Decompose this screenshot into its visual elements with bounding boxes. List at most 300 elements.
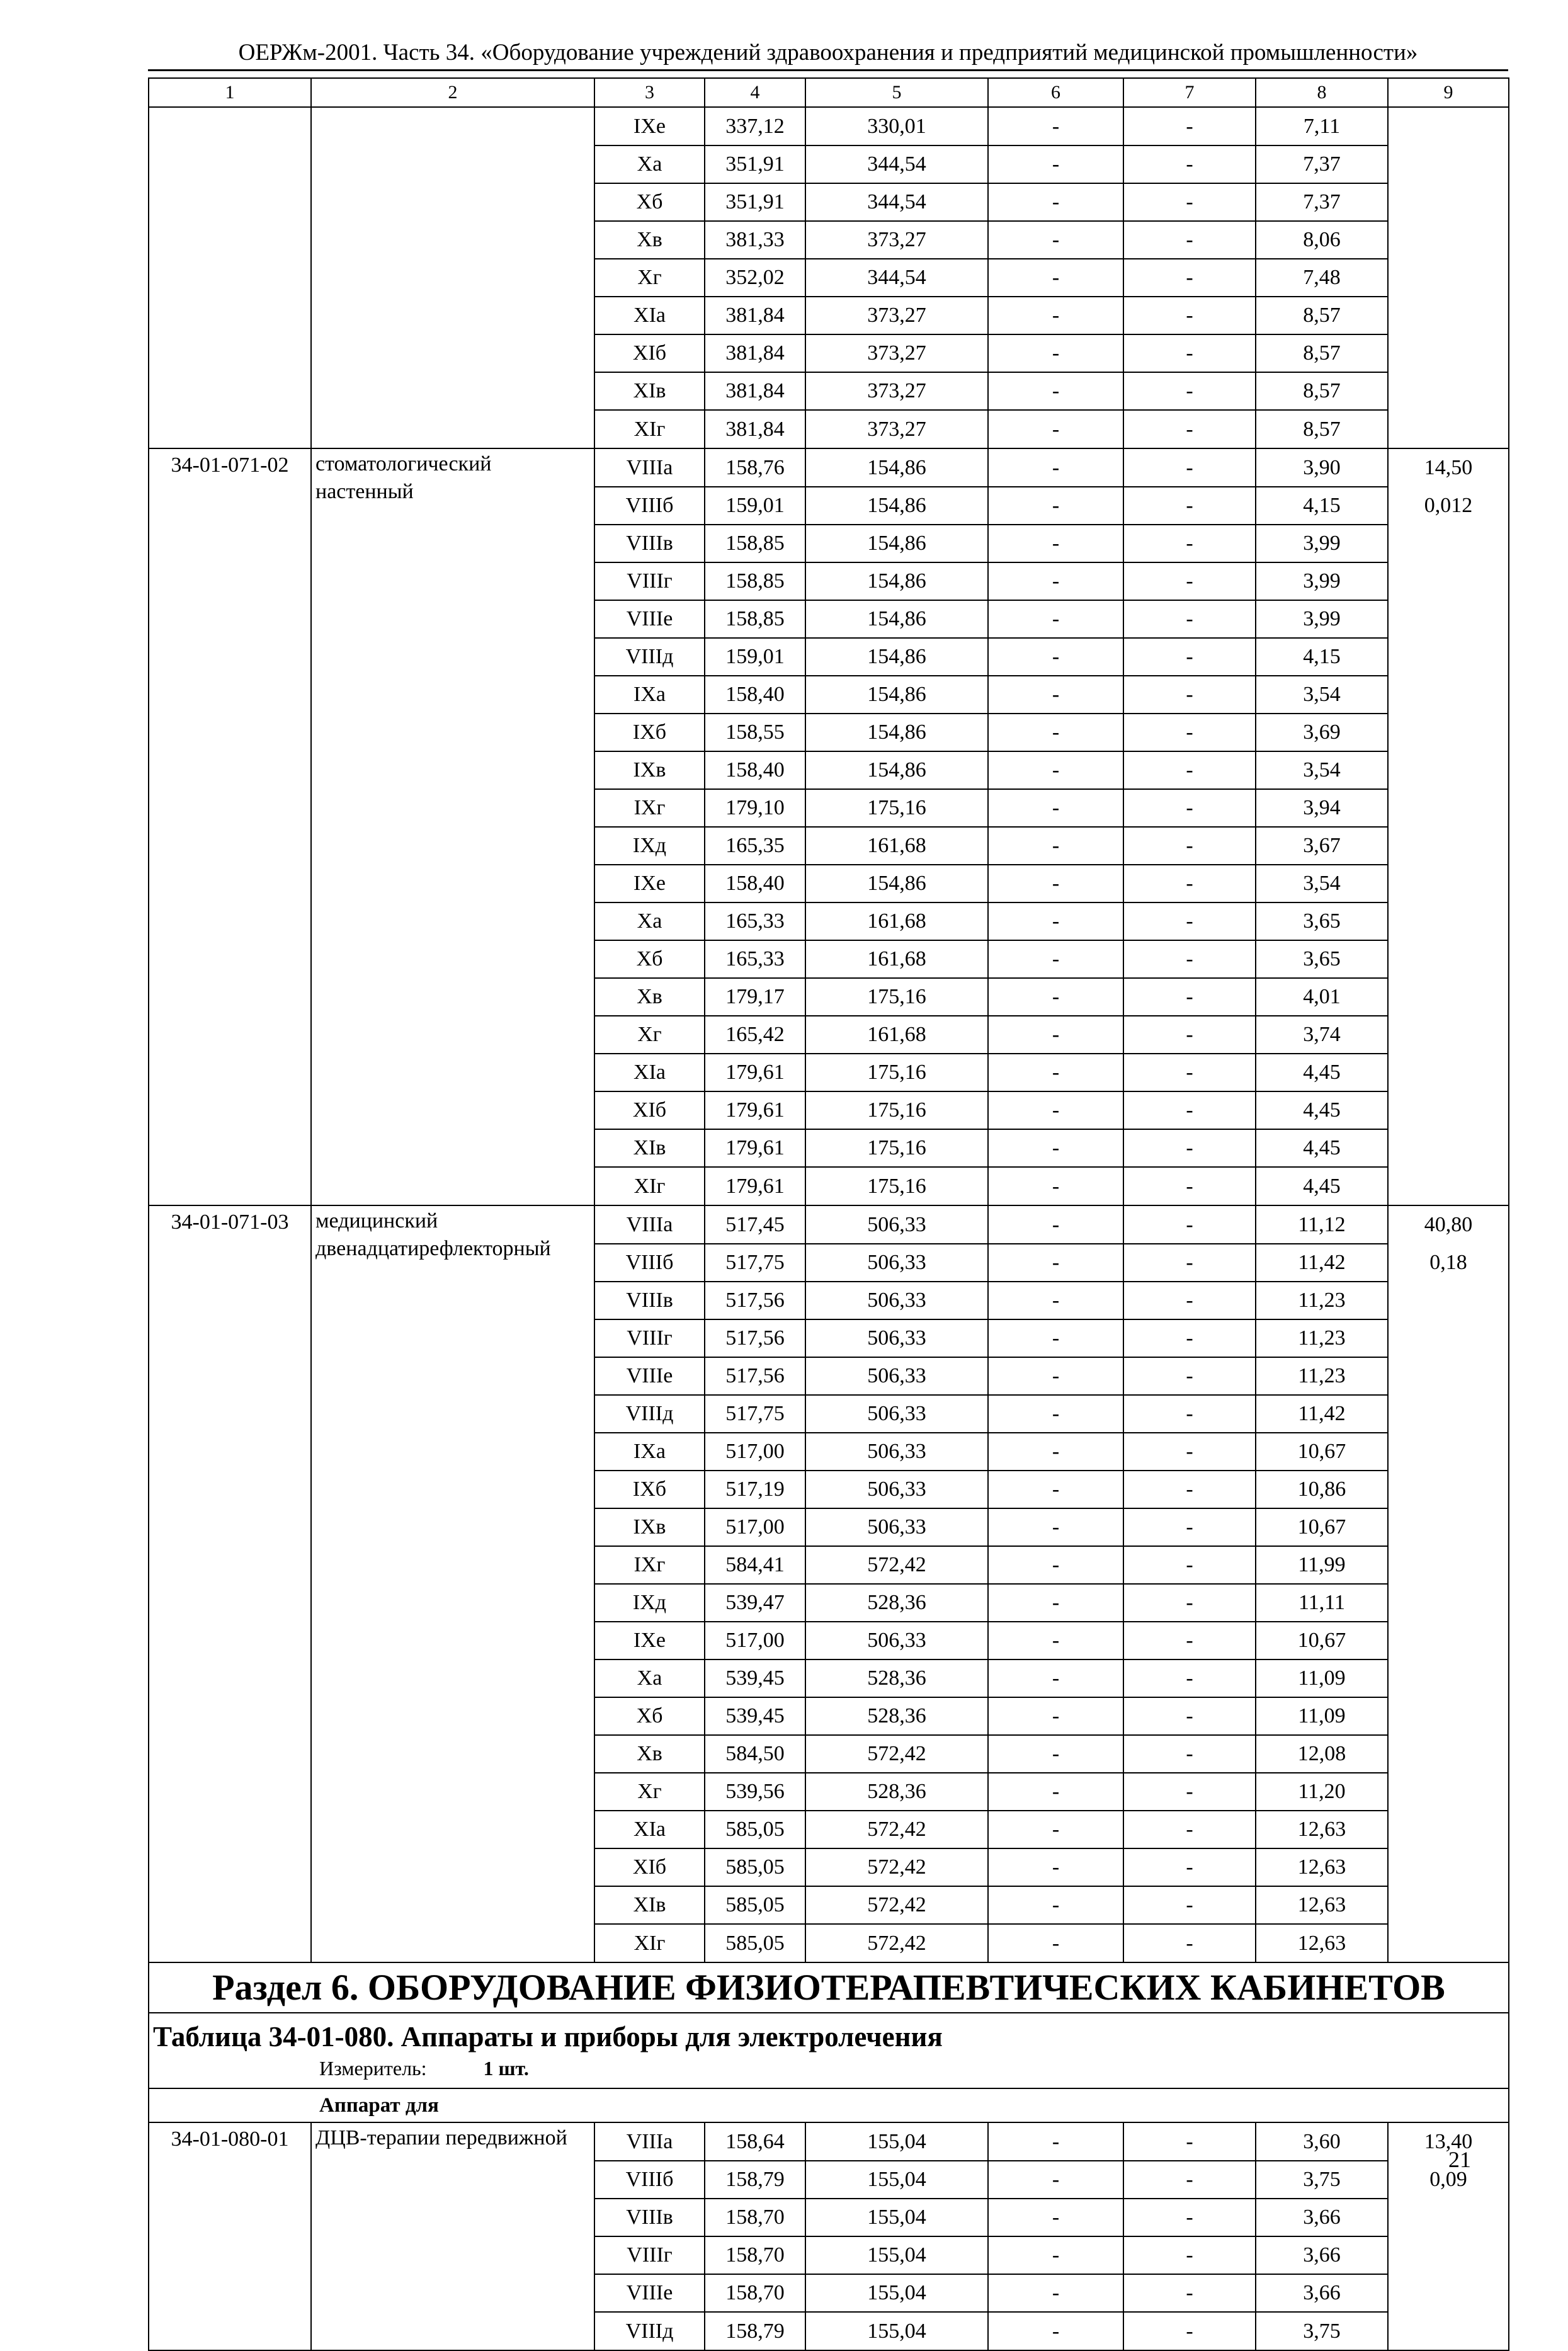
- value-cell: Xб: [594, 940, 705, 978]
- total-cell: [1388, 978, 1509, 1016]
- table-title-cell: [149, 2013, 1509, 2088]
- value-cell: XIб: [594, 334, 705, 372]
- value-cell: -: [988, 448, 1123, 487]
- name-cell: [311, 1848, 594, 1886]
- code-cell: [149, 1773, 311, 1811]
- value-cell: -: [988, 940, 1123, 978]
- name-cell: [311, 2236, 594, 2274]
- header-rule: [148, 69, 1508, 71]
- name-cell: [311, 2199, 594, 2236]
- value-cell: 154,86: [805, 448, 988, 487]
- value-cell: 158,76: [705, 448, 805, 487]
- table-row: [149, 297, 1509, 334]
- code-cell: [149, 1848, 311, 1886]
- value-cell: -: [1123, 1697, 1256, 1735]
- value-cell: 506,33: [805, 1357, 988, 1395]
- value-cell: 8,06: [1256, 221, 1388, 259]
- value-cell: 8,57: [1256, 410, 1388, 448]
- total-cell: [1388, 789, 1509, 827]
- table-title: Таблица 34-01-080. Аппараты и приборы для электролечения: [153, 2021, 943, 2052]
- value-cell: Xa: [594, 145, 705, 183]
- value-cell: -: [1123, 2274, 1256, 2312]
- code-cell: [149, 562, 311, 600]
- total-cell: [1388, 145, 1509, 183]
- value-cell: -: [1123, 2122, 1256, 2161]
- name-cell: [311, 1584, 594, 1622]
- table-row: [149, 1773, 1509, 1811]
- value-cell: 3,54: [1256, 865, 1388, 902]
- total-cell: [1388, 1433, 1509, 1471]
- table-row: [149, 1319, 1509, 1357]
- value-cell: -: [988, 751, 1123, 789]
- code-cell: [149, 1622, 311, 1659]
- value-cell: 7,11: [1256, 107, 1388, 145]
- value-cell: 373,27: [805, 334, 988, 372]
- value-cell: 158,55: [705, 714, 805, 751]
- value-cell: -: [988, 1546, 1123, 1584]
- value-cell: 330,01: [805, 107, 988, 145]
- total-cell: [1388, 334, 1509, 372]
- value-cell: -: [988, 1471, 1123, 1508]
- code-cell: [149, 145, 311, 183]
- value-cell: -: [988, 1659, 1123, 1697]
- name-cell: [311, 259, 594, 297]
- value-cell: -: [988, 1395, 1123, 1433]
- value-cell: -: [988, 1205, 1123, 1244]
- subheading-row: [149, 2088, 1509, 2122]
- value-cell: VIIIг: [594, 1319, 705, 1357]
- name-cell: [311, 1622, 594, 1659]
- code-cell: [149, 1508, 311, 1546]
- total-cell: [1388, 1395, 1509, 1433]
- value-cell: -: [1123, 1357, 1256, 1395]
- value-cell: 11,20: [1256, 1773, 1388, 1811]
- total-cell: [1388, 297, 1509, 334]
- value-cell: -: [988, 297, 1123, 334]
- value-cell: Xб: [594, 1697, 705, 1735]
- name-cell: [311, 334, 594, 372]
- value-cell: -: [988, 1697, 1123, 1735]
- value-cell: 165,35: [705, 827, 805, 865]
- total-cell: [1388, 1924, 1509, 1962]
- value-cell: 10,86: [1256, 1471, 1388, 1508]
- value-cell: -: [1123, 1319, 1256, 1357]
- code-cell: [149, 714, 311, 751]
- value-cell: -: [1123, 638, 1256, 676]
- total-cell: [1388, 372, 1509, 410]
- total-cell: [1388, 1697, 1509, 1735]
- code-cell: [149, 525, 311, 562]
- value-cell: 11,99: [1256, 1546, 1388, 1584]
- value-cell: -: [988, 2199, 1123, 2236]
- value-cell: -: [1123, 1016, 1256, 1054]
- value-cell: 158,70: [705, 2236, 805, 2274]
- page-number: 21: [1448, 2147, 1471, 2172]
- value-cell: -: [988, 1924, 1123, 1962]
- value-cell: -: [988, 1584, 1123, 1622]
- code-cell: [149, 1433, 311, 1471]
- value-cell: 352,02: [705, 259, 805, 297]
- value-cell: 517,56: [705, 1357, 805, 1395]
- value-cell: 161,68: [805, 940, 988, 978]
- value-cell: VIIIб: [594, 1244, 705, 1282]
- code-cell: [149, 183, 311, 221]
- name-cell: [311, 978, 594, 1016]
- value-cell: XIг: [594, 1924, 705, 1962]
- name-cell: [311, 183, 594, 221]
- table-row: [149, 1697, 1509, 1735]
- value-cell: 572,42: [805, 1924, 988, 1962]
- value-cell: -: [1123, 448, 1256, 487]
- value-cell: 585,05: [705, 1811, 805, 1848]
- name-cell: [311, 1129, 594, 1167]
- name-cell: [311, 1773, 594, 1811]
- name-cell: [311, 676, 594, 714]
- code-cell: [149, 1735, 311, 1773]
- table-row: [149, 676, 1509, 714]
- value-cell: XIг: [594, 410, 705, 448]
- value-cell: 12,08: [1256, 1735, 1388, 1773]
- name-cell: [311, 2122, 594, 2161]
- subheading: Аппарат для: [149, 2088, 1509, 2122]
- value-cell: -: [1123, 1773, 1256, 1811]
- value-cell: 539,45: [705, 1697, 805, 1735]
- value-cell: VIIIд: [594, 638, 705, 676]
- value-cell: -: [988, 1433, 1123, 1471]
- value-cell: -: [988, 259, 1123, 297]
- value-cell: 179,61: [705, 1167, 805, 1205]
- value-cell: 351,91: [705, 145, 805, 183]
- value-cell: -: [988, 600, 1123, 638]
- value-cell: -: [988, 2122, 1123, 2161]
- value-cell: 11,23: [1256, 1282, 1388, 1319]
- table-row: [149, 183, 1509, 221]
- value-cell: -: [988, 2312, 1123, 2350]
- total-cell: [1388, 221, 1509, 259]
- total-cell: [1388, 1735, 1509, 1773]
- value-cell: 175,16: [805, 978, 988, 1016]
- value-cell: 4,15: [1256, 638, 1388, 676]
- value-cell: 381,84: [705, 410, 805, 448]
- value-cell: 161,68: [805, 827, 988, 865]
- code-cell: [149, 1659, 311, 1697]
- total-cell: 40,80: [1388, 1205, 1509, 1244]
- total-cell: [1388, 1811, 1509, 1848]
- value-cell: 161,68: [805, 902, 988, 940]
- value-cell: 12,63: [1256, 1848, 1388, 1886]
- total-cell: [1388, 865, 1509, 902]
- value-cell: -: [1123, 1659, 1256, 1697]
- table-row: [149, 372, 1509, 410]
- measure-line: [153, 2054, 1504, 2082]
- value-cell: -: [1123, 1129, 1256, 1167]
- code-cell: [149, 1244, 311, 1282]
- table-row: [149, 1622, 1509, 1659]
- table-row: [149, 978, 1509, 1016]
- value-cell: VIIIв: [594, 1282, 705, 1319]
- value-cell: IXa: [594, 1433, 705, 1471]
- value-cell: -: [988, 1167, 1123, 1205]
- table-row: [149, 638, 1509, 676]
- table-row: [149, 751, 1509, 789]
- table-row: [149, 410, 1509, 448]
- column-header: 5: [805, 78, 988, 107]
- value-cell: 12,63: [1256, 1886, 1388, 1924]
- value-cell: Xв: [594, 221, 705, 259]
- value-cell: 506,33: [805, 1244, 988, 1282]
- total-cell: [1388, 1054, 1509, 1091]
- table-row: [149, 1659, 1509, 1697]
- code-cell: 34-01-071-03: [149, 1205, 311, 1244]
- name-cell: [311, 1697, 594, 1735]
- value-cell: 175,16: [805, 789, 988, 827]
- table-row: [149, 259, 1509, 297]
- value-cell: IXб: [594, 1471, 705, 1508]
- code-cell: [149, 334, 311, 372]
- value-cell: 8,57: [1256, 372, 1388, 410]
- value-cell: VIIIг: [594, 562, 705, 600]
- value-cell: 3,65: [1256, 902, 1388, 940]
- value-cell: 506,33: [805, 1395, 988, 1433]
- value-cell: 12,63: [1256, 1924, 1388, 1962]
- value-cell: -: [988, 372, 1123, 410]
- value-cell: -: [988, 2274, 1123, 2312]
- code-cell: [149, 978, 311, 1016]
- code-cell: [149, 1167, 311, 1205]
- value-cell: 175,16: [805, 1129, 988, 1167]
- name-cell: [311, 1471, 594, 1508]
- value-cell: 3,66: [1256, 2274, 1388, 2312]
- value-cell: IXг: [594, 789, 705, 827]
- value-cell: -: [1123, 2199, 1256, 2236]
- value-cell: -: [988, 107, 1123, 145]
- value-cell: 158,79: [705, 2312, 805, 2350]
- value-cell: -: [988, 487, 1123, 525]
- name-cell: [311, 1357, 594, 1395]
- value-cell: 373,27: [805, 297, 988, 334]
- value-cell: -: [988, 1622, 1123, 1659]
- value-cell: -: [1123, 334, 1256, 372]
- name-cell: [311, 107, 594, 145]
- value-cell: 506,33: [805, 1622, 988, 1659]
- value-cell: Xб: [594, 183, 705, 221]
- value-cell: 3,66: [1256, 2199, 1388, 2236]
- total-cell: [1388, 638, 1509, 676]
- table-row: [149, 107, 1509, 145]
- value-cell: IXд: [594, 1584, 705, 1622]
- total-cell: [1388, 1357, 1509, 1395]
- table-row: [149, 2161, 1509, 2199]
- value-cell: 154,86: [805, 487, 988, 525]
- value-cell: -: [1123, 1924, 1256, 1962]
- name-text: ДЦВ-терапии передвижной: [315, 2126, 567, 2149]
- code-cell: [149, 2236, 311, 2274]
- value-cell: -: [1123, 1395, 1256, 1433]
- table-row: [149, 600, 1509, 638]
- value-cell: 3,99: [1256, 525, 1388, 562]
- code-cell: [149, 600, 311, 638]
- value-cell: -: [988, 1282, 1123, 1319]
- value-cell: 158,70: [705, 2199, 805, 2236]
- value-cell: 158,40: [705, 751, 805, 789]
- value-cell: VIIIe: [594, 2274, 705, 2312]
- code-cell: [149, 789, 311, 827]
- code-cell: [149, 2199, 311, 2236]
- code-cell: 34-01-080-01: [149, 2122, 311, 2161]
- value-cell: 539,47: [705, 1584, 805, 1622]
- table-row: [149, 562, 1509, 600]
- name-cell: [311, 221, 594, 259]
- value-cell: 154,86: [805, 714, 988, 751]
- value-cell: 517,45: [705, 1205, 805, 1244]
- table-row: [149, 940, 1509, 978]
- value-cell: 517,00: [705, 1433, 805, 1471]
- table-row: [149, 221, 1509, 259]
- code-cell: [149, 410, 311, 448]
- value-cell: -: [988, 1886, 1123, 1924]
- name-cell: [311, 1659, 594, 1697]
- value-cell: 10,67: [1256, 1622, 1388, 1659]
- value-cell: 154,86: [805, 865, 988, 902]
- value-cell: 8,57: [1256, 334, 1388, 372]
- value-cell: -: [988, 2161, 1123, 2199]
- value-cell: 585,05: [705, 1848, 805, 1886]
- total-cell: [1388, 1282, 1509, 1319]
- code-cell: [149, 1924, 311, 1962]
- value-cell: -: [988, 827, 1123, 865]
- value-cell: 344,54: [805, 145, 988, 183]
- total-cell: [1388, 1129, 1509, 1167]
- table-row: [149, 1357, 1509, 1395]
- table-row: [149, 2236, 1509, 2274]
- table-row: [149, 1054, 1509, 1091]
- code-cell: [149, 1811, 311, 1848]
- value-cell: 517,19: [705, 1471, 805, 1508]
- value-cell: 154,86: [805, 600, 988, 638]
- value-cell: 517,00: [705, 1622, 805, 1659]
- value-cell: 3,99: [1256, 600, 1388, 638]
- value-cell: 4,45: [1256, 1054, 1388, 1091]
- value-cell: 11,42: [1256, 1395, 1388, 1433]
- value-cell: 159,01: [705, 487, 805, 525]
- name-cell: [311, 372, 594, 410]
- total-cell: [1388, 410, 1509, 448]
- table-row: [149, 1091, 1509, 1129]
- value-cell: 155,04: [805, 2236, 988, 2274]
- value-cell: -: [1123, 1622, 1256, 1659]
- code-cell: [149, 487, 311, 525]
- code-cell: [149, 1129, 311, 1167]
- column-header: 6: [988, 78, 1123, 107]
- total-cell: [1388, 107, 1509, 145]
- value-cell: 572,42: [805, 1735, 988, 1773]
- value-cell: 3,75: [1256, 2161, 1388, 2199]
- value-cell: 3,75: [1256, 2312, 1388, 2350]
- value-cell: 10,67: [1256, 1508, 1388, 1546]
- value-cell: -: [988, 1735, 1123, 1773]
- table-row: [149, 145, 1509, 183]
- value-cell: 344,54: [805, 183, 988, 221]
- total-cell: 0,012: [1388, 487, 1509, 525]
- total-cell: [1388, 827, 1509, 865]
- value-cell: VIIIд: [594, 2312, 705, 2350]
- value-cell: 175,16: [805, 1091, 988, 1129]
- code-cell: [149, 2312, 311, 2350]
- value-cell: -: [1123, 1471, 1256, 1508]
- value-cell: 158,64: [705, 2122, 805, 2161]
- value-cell: -: [1123, 1054, 1256, 1091]
- table-row: [149, 2312, 1509, 2350]
- name-cell: [311, 714, 594, 751]
- total-cell: 14,50: [1388, 448, 1509, 487]
- value-cell: -: [1123, 1584, 1256, 1622]
- code-cell: [149, 1697, 311, 1735]
- value-cell: -: [1123, 1508, 1256, 1546]
- value-cell: -: [1123, 1735, 1256, 1773]
- value-cell: -: [988, 1357, 1123, 1395]
- name-text: стоматологический настенный: [315, 452, 492, 503]
- value-cell: 4,15: [1256, 487, 1388, 525]
- value-cell: -: [988, 1244, 1123, 1282]
- table-row: [149, 1016, 1509, 1054]
- value-cell: 539,56: [705, 1773, 805, 1811]
- value-cell: 4,45: [1256, 1129, 1388, 1167]
- name-cell: [311, 297, 594, 334]
- value-cell: 154,86: [805, 525, 988, 562]
- column-header: 2: [311, 78, 594, 107]
- value-cell: 155,04: [805, 2122, 988, 2161]
- total-cell: [1388, 2274, 1509, 2312]
- value-cell: -: [988, 145, 1123, 183]
- value-cell: 155,04: [805, 2161, 988, 2199]
- value-cell: 158,79: [705, 2161, 805, 2199]
- name-cell: [311, 1054, 594, 1091]
- table-row: [149, 334, 1509, 372]
- value-cell: IXa: [594, 676, 705, 714]
- value-cell: 344,54: [805, 259, 988, 297]
- rates-table: [148, 77, 1509, 2351]
- value-cell: 11,11: [1256, 1584, 1388, 1622]
- value-cell: 381,84: [705, 334, 805, 372]
- value-cell: -: [988, 638, 1123, 676]
- value-cell: -: [988, 410, 1123, 448]
- total-cell: [1388, 2199, 1509, 2236]
- value-cell: VIIIe: [594, 600, 705, 638]
- value-cell: 373,27: [805, 221, 988, 259]
- value-cell: -: [1123, 902, 1256, 940]
- value-cell: -: [1123, 600, 1256, 638]
- value-cell: -: [1123, 145, 1256, 183]
- value-cell: 506,33: [805, 1319, 988, 1357]
- name-cell: [311, 410, 594, 448]
- table-row: [149, 1584, 1509, 1622]
- value-cell: Xв: [594, 978, 705, 1016]
- table-row: [149, 1811, 1509, 1848]
- total-cell: [1388, 1471, 1509, 1508]
- value-cell: 159,01: [705, 638, 805, 676]
- name-cell: [311, 1319, 594, 1357]
- code-cell: [149, 1471, 311, 1508]
- code-cell: [149, 107, 311, 145]
- value-cell: 161,68: [805, 1016, 988, 1054]
- value-cell: 158,40: [705, 865, 805, 902]
- total-cell: 0,09: [1388, 2161, 1509, 2199]
- value-cell: 517,75: [705, 1244, 805, 1282]
- value-cell: 517,56: [705, 1282, 805, 1319]
- table-row: [149, 1395, 1509, 1433]
- table-row: [149, 714, 1509, 751]
- value-cell: -: [1123, 487, 1256, 525]
